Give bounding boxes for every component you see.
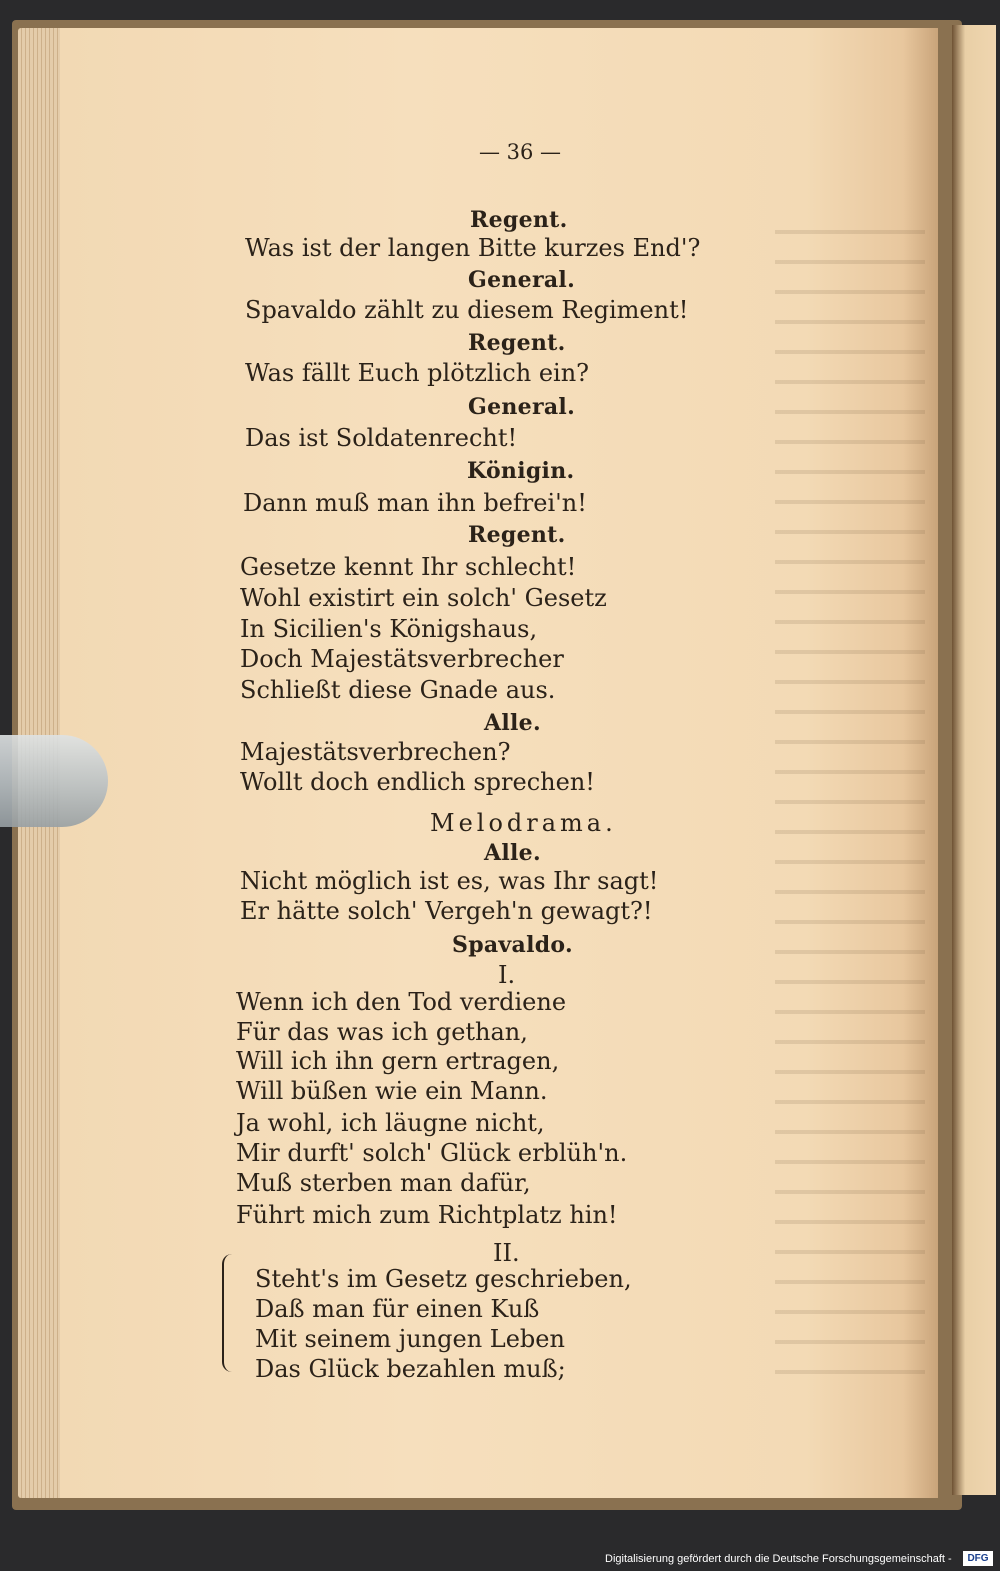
verse-line: Wenn ich den Tod verdiene [236, 988, 567, 1016]
verse-line: Was fällt Euch plötzlich ein? [245, 359, 590, 387]
speaker-name: Königin. [467, 458, 575, 484]
verse-line: Führt mich zum Richtplatz hin! [236, 1201, 618, 1229]
page-number: — 36 — [478, 140, 562, 164]
verse-line: Das Glück bezahlen muß; [255, 1355, 566, 1383]
stanza-number: I. [498, 961, 516, 989]
verse-line: Will büßen wie ein Mann. [236, 1077, 548, 1105]
stage-direction: Melodrama. [430, 809, 617, 837]
verse-line: Spavaldo zählt zu diesem Regiment! [245, 296, 689, 324]
page-clip-thumb [0, 735, 108, 827]
speaker-name: Spavaldo. [452, 932, 573, 958]
next-page-edge [952, 25, 996, 1495]
speaker-name: Regent. [468, 330, 566, 356]
verse-line: Daß man für einen Kuß [255, 1295, 540, 1323]
verse-line: Steht's im Gesetz geschrieben, [255, 1265, 632, 1293]
verse-line: Dann muß man ihn befrei'n! [243, 489, 587, 517]
verse-line: Muß sterben man dafür, [236, 1169, 531, 1197]
dfg-logo: DFG [963, 1551, 993, 1566]
stanza-brace [222, 1254, 238, 1372]
verse-line: Für das was ich gethan, [236, 1018, 528, 1046]
verse-line: Doch Majestätsverbrecher [240, 645, 564, 673]
verse-line: Er hätte solch' Vergeh'n gewagt?! [240, 897, 653, 925]
speaker-name: General. [468, 267, 576, 293]
speaker-name: Regent. [468, 522, 566, 548]
verse-line: Mit seinem jungen Leben [255, 1325, 565, 1353]
adjacent-page-bleed [775, 210, 925, 1390]
verse-line: Mir durft' solch' Glück erblüh'n. [236, 1139, 628, 1167]
verse-line: Majestätsverbrechen? [240, 738, 511, 766]
verse-line: Das ist Soldatenrecht! [245, 424, 518, 452]
speaker-name: Alle. [484, 840, 541, 866]
speaker-name: General. [468, 394, 576, 420]
speaker-name: Regent. [470, 207, 568, 233]
verse-line: Ja wohl, ich läugne nicht, [236, 1109, 545, 1137]
verse-line: In Sicilien's Königshaus, [240, 615, 538, 643]
speaker-name: Alle. [484, 710, 541, 736]
verse-line: Schließt diese Gnade aus. [240, 676, 556, 704]
digitization-credit: Digitalisierung gefördert durch die Deutsche Forschungsgemeinschaft - [605, 1553, 952, 1565]
verse-line: Will ich ihn gern ertragen, [236, 1047, 560, 1075]
verse-line: Nicht möglich ist es, was Ihr sagt! [240, 867, 659, 895]
verse-line: Wohl existirt ein solch' Gesetz [240, 584, 607, 612]
verse-line: Wollt doch endlich sprechen! [240, 768, 595, 796]
stanza-number: II. [493, 1239, 520, 1267]
verse-line: Gesetze kennt Ihr schlecht! [240, 553, 577, 581]
verse-line: Was ist der langen Bitte kurzes End'? [245, 234, 701, 262]
